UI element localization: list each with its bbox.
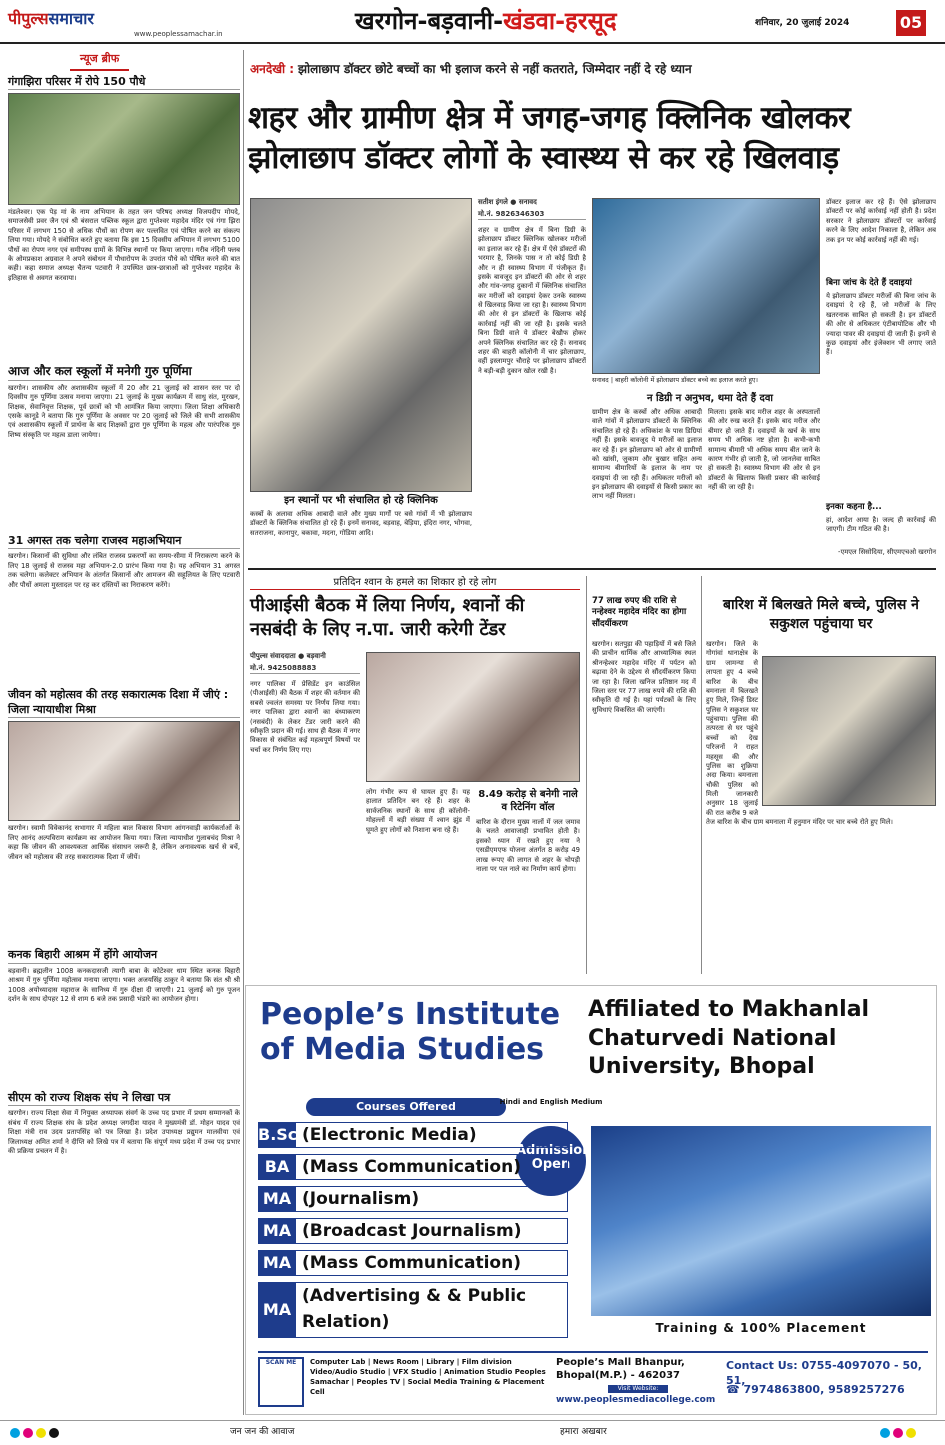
plantation-photo	[8, 93, 240, 205]
lead-headline	[248, 98, 934, 179]
dogs-col-3: बारिश के दौरान मुख्य नालों में जल जमाव के चलते आवाजाही प्रभावित होती है। इसको ध्यान में रखते हुए नया ने एसडीएमएफ योजना अंतर्गत 8 करोड़ 49 लाख रूपए की लागत से शहर के चोपड़ी नाला पर पल नाले का निर्माण कार्य होगा।	[476, 818, 580, 873]
page-number: 05	[896, 10, 926, 36]
quote-text: हां, आदेश आया है। जल्द ही कार्रवाई की जाएगी। टीम गठित की है।	[826, 516, 936, 534]
rain-text-body: खरगोन। जिले के गोगांवां थानाक्षेत्र के ग्राम जामन्या से लापता हुए 4 बच्चे बारिश के बीच बमनाला में बिलखते हुए मिले, जिन्हें डिस्ट पुलिस ने सकुशल घर पहुंचाया। पुलिस की तत्परता से घर पहुंचे बच्चों को देख परिजनों ने राहत महसूस की और पुलिस का शुक्रिया अदा किया। बमनाला चौकी पुलिस को मिली जानकारी अनुसार 18 जुलाई की रात करीब 9 बजे तेज बारिश के बीच ग्राम बमनाला में हनुमान मंदिर पर चार बच्चे रोते हुए मिले।	[706, 640, 893, 827]
course-name: (Electronic Media)	[296, 1122, 568, 1148]
scan-me-label: SCAN ME	[265, 1359, 297, 1366]
brief-headline-3: 31 अगस्त तक चलेगा राजस्व महाअभियान	[8, 534, 240, 550]
lead-col-2: ग्रामीण क्षेत्र के कस्बों और अधिक आबादी वाले गांवों में झोलाछाप डॉक्टरों के क्लिनिक संचालित हो रहे हैं। अधिकांश के पास डिग्रियां नहीं हैं। इसके बावजूद ये मरीजों का इलाज कर रहे हैं। इन झोलाछाप को ओर से ग्रामीणों को खांसी, जुकाम और बुखार सहित अन्य सामान्य बीमारियों के इलाज के नाम पर दवाइयां दी जा रही हैं। अधिकतर मरीजों को इन झोलाछाप की दवाइयों से किसी प्रकार का लाभ नहीं मिलता।	[592, 408, 702, 501]
brief-headline-4: जीवन को महोत्सव की तरह सकारात्मक दिशा में जीएं : जिला न्यायाधीश मिश्रा	[8, 688, 240, 718]
dogs-col-2: लोग गंभीर रूप से घायल हुए हैं। यह हालात प्रतिदिन बन रहे हैं। शहर के सार्वजनिक स्थानों के साथ ही कॉलोनी-मोहल्लों में बड़ी संख्या में श्वान झुंड में घूमते हुए लोगों को निशाना बना रहे हैं।	[366, 788, 470, 834]
lead-kicker-tag: अनदेखी :	[250, 62, 295, 76]
course-row	[258, 1186, 578, 1214]
dogs-headline-line-1: पीआईसी बैठक में लिया निर्णय, श्वानों की	[250, 595, 525, 616]
ad-title: People’s Institute of Media Studies	[260, 997, 561, 1067]
ad-website[interactable]: www.peoplesmediacollege.com	[556, 1395, 716, 1405]
quote-byline: -एमएल सिसोदिया, सीएमएचओ खरगोन	[838, 548, 936, 556]
dogs-kicker: प्रतिदिन श्वान के हमले का शिकार हो रहे लोग	[250, 576, 580, 590]
lead-col-3: मिलता। इसके बाद मरीज शहर के अस्पतालों की ओर रुख करते हैं। इसके बाद मरीज और बीमार हो जाते हैं। दवाइयों के खर्च के साथ समय भी अधिक नष्ट होता है। कभी-कभी सामान्य बीमारी भी अधिक समय बीत जाने के कारण गंभीर हो जाती है, जो जानलेवा साबित हो सकती है। स्वास्थ्य विभाग की ओर से इन डॉक्टरों के खिलाफ किसी प्रकार की कार्रवाई नहीं की जा रही है।	[708, 408, 820, 491]
course-tag: MA	[258, 1186, 296, 1212]
clinic-photo-2	[592, 198, 820, 374]
newspaper-logo: पीपुल्ससमाचार	[8, 9, 94, 28]
lead-col-4: डॉक्टर इलाज कर रहे हैं। ऐसे झोलाछाप डॉक्टरों पर कोई कार्रवाई नहीं होती है। प्रदेश सरकार ने झोलाछाप डॉक्टरों पर कार्रवाई करने के लिए आदेश निकाला है, लेकिन अब तक इन पर कोई कार्रवाई नहीं की गई।	[826, 198, 936, 244]
brief-headline-2: आज और कल स्कूलों में मनेगी गुरु पूर्णिमा	[8, 364, 240, 381]
edition-title-red: खंडवा-हरसूद	[503, 7, 617, 35]
visit-website-label: Visit Website:	[608, 1385, 668, 1393]
clinic-caption-text: कस्बों के अलावा अधिक आबादी वाले और मुख्य मार्गों पर बसे गांवों में भी झोलाछाप डॉक्टरों के क्लिनिक संचालित हो रहे हैं। इनमें सनावद, बड़वाह, बेड़िया, इंदिरा नगर, भोगवा, सतराजना, कानापुर, बकावा, मदना, गोडिया आदि।	[250, 510, 472, 537]
course-name: (Journalism)	[296, 1186, 568, 1212]
lead-headline-line-1: शहर और ग्रामीण क्षेत्र में जगह-जगह क्लिनिक खोलकर	[248, 100, 851, 136]
meeting-photo	[8, 721, 240, 821]
dogs-mobile: मो.नं. 9425088883	[250, 664, 360, 674]
course-tag: B.Sc.	[258, 1122, 296, 1148]
clinic-photo-2-caption: सनावद | बाहरी कॉलोनी में झोलाछाप डॉक्टर बच्चे का इलाज करते हुए।	[592, 376, 758, 384]
color-registration-left	[10, 1428, 62, 1441]
dogs-byline: पीपुल्स संवाददाता ● बड़वानी	[250, 652, 326, 660]
clinic-photo-1	[250, 198, 472, 492]
phone-icon: ☎	[726, 1383, 744, 1396]
brief-headline-1: गंगाझिरा परिसर में रोपे 150 पौधे	[8, 75, 240, 91]
ad-affiliation: Affiliated to Makhanlal Chaturvedi National University, Bhopal	[588, 997, 870, 1080]
section-divider	[248, 568, 936, 570]
website-url: www.peoplessamachar.in	[134, 30, 223, 38]
column-divider	[243, 50, 244, 1415]
lead-col-1: शहर व ग्रामीण क्षेत्र में बिना डिग्री के झोलाछाप डॉक्टर क्लिनिक खोलकर मरीजों का इलाज कर रहे हैं। क्षेत्र में ऐसे डॉक्टरों की भरमार है, जिनके पास न तो कोई डिग्री है और न ही स्वास्थ्य विभाग में पंजीकृत हैं। इसके बावजूद इन डॉक्टरों की ओर से शहर और गांव-जगह दुकानों में क्लिनिक संचालित कर मरीजों को दवाइयां देकर उनके स्वास्थ्य से खिलवाड़ किया जा रहा है। स्वास्थ्य विभाग की ओर से इन डॉक्टरों के खिलाफ कोई कार्रवाई नहीं की जा रही है। इसके चलते बिना डिग्री वाले ये डॉक्टर बेखौफ होकर अपने क्लिनिक संचालित कर रहे हैं। सनावद शहर की बाहरी कॉलोनी में चार झोलाछाप, वहीं इस्लामपुर चौराहे पर झोलाछाप डॉक्टरों ने बड़ी-बड़ी दुकान खोल रखी है।	[478, 226, 586, 375]
rain-headline: बारिश में बिलखते मिले बच्चे, पुलिस ने सकुशल पहुंचाया घर	[723, 597, 919, 632]
brief-headline-6: सीएम को राज्य शिक्षक संघ ने लिखा पत्र	[8, 1091, 240, 1107]
column-divider-3	[701, 576, 702, 974]
qr-code[interactable]	[258, 1357, 304, 1407]
lead-col-4b: ये झोलाछाप डॉक्टर मरीजों की बिना जांच के दवाइयां दे रहे हैं, जो मरीजों के लिए खतरनाक साबित हो सकती है। इन डॉक्टरों की ओर से अधिकतर एंटीबायोटिक और भी ज्यादा पावर की दवाइयां दी जाती हैं। इनमें से कुछ दवाइयां और इंजेक्शन भी लगाए जाते हैं।	[826, 292, 936, 357]
ad-phones	[726, 1383, 926, 1398]
brief-text-3: खरगोन। किसानों की सुविधा और लंबित राजस्व प्रकरणों का समय-सीमा में निराकरण करने के लिए 18 जुलाई से राजस्व महा अभियान-2.0 प्रारंभ किया गया है। यह अभियान 31 अगस्त तक चलेगा। कलेक्टर अभियान के अंतर्गत किसानों और आमजन की सहूलियत के लिए पटवारी और पौधों अमला मुस्तादल पर रह कर दस्तियों का निराकरण करेंगे।	[8, 552, 240, 589]
ad-contact: Contact Us: 0755-4097070 - 50, 51,	[726, 1359, 922, 1387]
footer-right-text: हमारा अखबार	[560, 1427, 607, 1437]
course-row	[258, 1218, 578, 1246]
photo-spacer	[758, 640, 936, 810]
news-brief-label: न्यूज ब्रीफ	[70, 52, 129, 71]
ad-address: People’s Mall Bhanpur, Bhopal(M.P.) - 462037	[556, 1357, 685, 1381]
course-name: (Mass Communication)	[296, 1250, 568, 1276]
training-placement: Training & 100% Placement	[655, 1321, 867, 1335]
course-tag: MA	[258, 1282, 296, 1338]
masthead	[0, 0, 945, 44]
course-name: (Broadcast Journalism)	[296, 1218, 568, 1244]
color-registration-right	[880, 1428, 919, 1441]
ad-bottom-box	[258, 1351, 928, 1409]
ad-phones-text: 7974863800, 9589257276	[743, 1383, 905, 1396]
lead-byline: सतीश इंगले ● सनावद	[478, 198, 537, 206]
facilities-list: Computer Lab | News Room | Library | Film division Video/Audio Studio | VFX Studio | Animation Studio Peoples Samachar | Peoples TV | Social Media Training & Placement Cell	[310, 1358, 546, 1397]
course-name: (Advertising & & Public Relation)	[296, 1282, 568, 1338]
column-divider-2	[586, 576, 587, 974]
course-tag: MA	[258, 1218, 296, 1244]
course-tag: MA	[258, 1250, 296, 1276]
course-row	[258, 1122, 578, 1150]
medium-label: Hindi and English Medium	[499, 1098, 603, 1106]
brief-text-1: मंडलेश्वर। एक पेड़ मां के नाम अभियान के तहत जन परिषद अध्यक्ष विजयदीप मोयदे, समाजसेवी प्रवर जैन एवं श्री बंसराल पब्लिक स्कूल द्वारा गुप्तेश्वर महादेव मंदिर एवं गंगा झिरा परिसर में लगभग 150 से अधिक पौधों का रोपण कर पल्लवित एवं पोषित करने का संकल्प लिया गया। मोयदे ने संबोधित करते हुए बताया कि इस 15 दिवसीय अभियान में लगभग 5100 पौधों का रोपण नगर एवं समीपस्थ ग्रामों के विभिन्न स्थानों पर किया जाएगा। गरीब नंदिनी फ्लब के ओमप्रकाश अग्रवाल ने अपने संबोधन में पौधारोपण के उपरांत पौधे को पोषित करने की बात कही। कहा समाज अध्यक्ष चैतन्य पटवारी ने उपस्थित छात्र-छात्राओं को गुप्तेश्वर महादेव के इतिहास से अवगत करवाया।	[8, 208, 240, 282]
quote-heading: इनका कहना है...	[826, 502, 882, 512]
pic-meeting-photo	[366, 652, 580, 782]
brief-text-6: खरगोन। राज्य शिक्षा सेवा में नियुक्त अध्यापक संवर्ग के उच्च पद प्रभार में प्रथम सम्मानकों के संबंध में राज्य शिक्षक संघ के प्रदेश अध्यक्ष जगदीश यादव ने मुख्यमंत्री डॉ. मोहन यादव एवं शिक्षा मंत्री राव उदय प्रतापसिंह को पत्र लिखा है। प्रदेश उपाध्यक्ष प्रद्युमन मालवीया एवं जिलाध्यक्ष अमित शर्मा ने दीप्ति को लिखे पत्र में बताया कि संपूर्ण मध्य प्रदेश में उच्च पद प्रभार की प्रक्रिया प्रचलन में है।	[8, 1109, 240, 1155]
lead-headline-line-2: झोलाछाप डॉक्टर लोगों के स्वास्थ्य से कर रहे खिलवाड़	[248, 140, 839, 177]
tv-studio-image	[591, 1126, 931, 1316]
footer-left-text: जन जन की आवाज	[230, 1427, 295, 1437]
course-name: (Mass Communication)	[296, 1154, 568, 1180]
brief-text-5: बड़वानी। ब्रह्मलीन 1008 कनकदासजी त्यागी बाबा के कोटेश्वर धाम स्थित कनक बिहारी आश्रम में गुरु पूर्णिमा महोत्सव मनाया जाएगा। भक्त अजयसिंह ठाकुर ने बताया कि संत श्री श्री 1008 अयोध्यादास महाराज के सानिध्य में गुरु दीक्षा दी जाएगी। 21 जुलाई को गुरु पूजन दर्शन के साथ दोपहर 12 से शाम 6 बजे तक प्रसादी भंडारे का आयोजन होगा।	[8, 966, 240, 1004]
brief-headline-5: कनक बिहारी आश्रम में होंगे आयोजन	[8, 948, 240, 964]
rain-text	[706, 640, 936, 974]
clinic-caption-title: इन स्थानों पर भी संचालित हो रहे क्लिनिक	[284, 495, 438, 506]
course-row	[258, 1250, 578, 1278]
lead-subhead-2: बिना जांच के देते हैं दवाइयां	[826, 278, 912, 288]
issue-date: शनिवार, 20 जुलाई 2024	[755, 18, 850, 28]
lead-mobile: मो.नं. 9826346303	[478, 210, 586, 220]
dogs-col-1: नगर पालिका में प्रेसिडेंट इन काउंसिल (पीआईसी) की बैठक में शहर की वर्तमान की सबसे ज्वलंत समस्या पर निर्णय लिया गया। नगर पालिका द्वारा श्वानों का बंध्याकरण (नसबंदी) के लेकर टेंडर जारी करने की स्वीकृति प्रदान की गई। साथ ही बैठक में नगर विकास से संबंधित कई महत्वपूर्ण विषयों पर चर्चा कर निर्णय लिए गए।	[250, 680, 360, 754]
brief-text-2: खरगोन। शासकीय और अशासकीय स्कूलों में 20 और 21 जुलाई को शासन स्तर पर दो दिवसीय गुरु पूर्णिमा उत्सव मनाया जाएगा। 21 जुलाई के मुख्य कार्यक्रम में साधु संत, मुरखन, शिक्षक, सेवानिवृत्त शिक्षक, पूर्व छात्रों को भी आमंत्रित किया जाएगा। जिला शिक्षा अधिकारी एसके कानूडे ने बताया कि गुरु पूर्णिमा के अवसर पर 20 जुलाई को जिले की सभी शासकीय एवं अशासकीय स्कूलों में प्रार्थना के बाद शिक्षकों द्वारा गुरु पूर्णिमा के महत्व और पारंपरिक गुरु शिष्य संस्कृति पर महत्व डाला जायेगा।	[8, 383, 240, 439]
admission-open-badge: Admission Open	[516, 1126, 586, 1196]
dogs-subhead: 8.49 करोड़ से बनेगी नाले व रिटेनिंग वॉल	[478, 789, 578, 814]
lead-subhead-1: न डिग्री न अनुभव, थमा देते हैं दवा	[647, 393, 773, 404]
news-brief-column	[8, 52, 240, 1309]
edition-title: खरगोन-बड़वानी-खंडवा-हरसूद	[355, 7, 617, 35]
courses-offered-label: Courses Offered	[306, 1098, 506, 1116]
dogs-headline	[250, 594, 580, 643]
lead-kicker: अनदेखी : झोलाछाप डॉक्टर छोटे बच्चों का भी इलाज करने से नहीं कतराते, जिम्मेदार नहीं दे रहे ध्यान	[250, 62, 692, 76]
logo-part-b: समाचार	[48, 9, 94, 28]
temple-text: खरगोन। सतपुड़ा की पहाड़ियों में बसे जिले की प्राचीन धार्मिक और आध्यात्मिक स्थल श्रीनन्हेश्वर महादेव मंदिर में पर्यटन को बढ़ावा देने के उद्देश्य से सौंदर्यीकरण किया जा रहा है। जिला खनिज प्रतिष्ठान मद में जिला स्तर पर 77 लाख रुपये की राशि की स्वीकृति दी गई है। यहां पर्यटकों के लिए सुविधाएं विकसित की जाएंगी।	[592, 640, 696, 714]
dogs-headline-line-2: नसबंदी के लिए न.पा. जारी करेगी टेंडर	[250, 619, 506, 641]
temple-headline: 77 लाख रुपए की राशि से नन्हेश्वर महादेव मंदिर का होगा सौंदर्यीकरण	[592, 596, 687, 629]
course-row	[258, 1154, 578, 1182]
course-row	[258, 1282, 578, 1342]
media-institute-ad	[245, 985, 937, 1415]
course-tag: BA	[258, 1154, 296, 1180]
brief-text-4: खरगोन। स्वामी विवेकानंद सभागार में महिला बाल विकास विभाग आंगनवाड़ी कार्यकर्ताओं के लिए आनंद अल्पविराम कार्यक्रम का आयोजन किया गया। जिला न्यायाधीश गुलाबचंद मिश्रा ने कहा कि जीवन की आवश्यकता आर्थिक संसाधन जरूरी है, लेकिन अनावश्यक खर्च से बचें, जीवन को महोत्सव की तरह सकारात्मक दिशा में जीयें।	[8, 824, 240, 861]
page-footer	[0, 1420, 945, 1445]
